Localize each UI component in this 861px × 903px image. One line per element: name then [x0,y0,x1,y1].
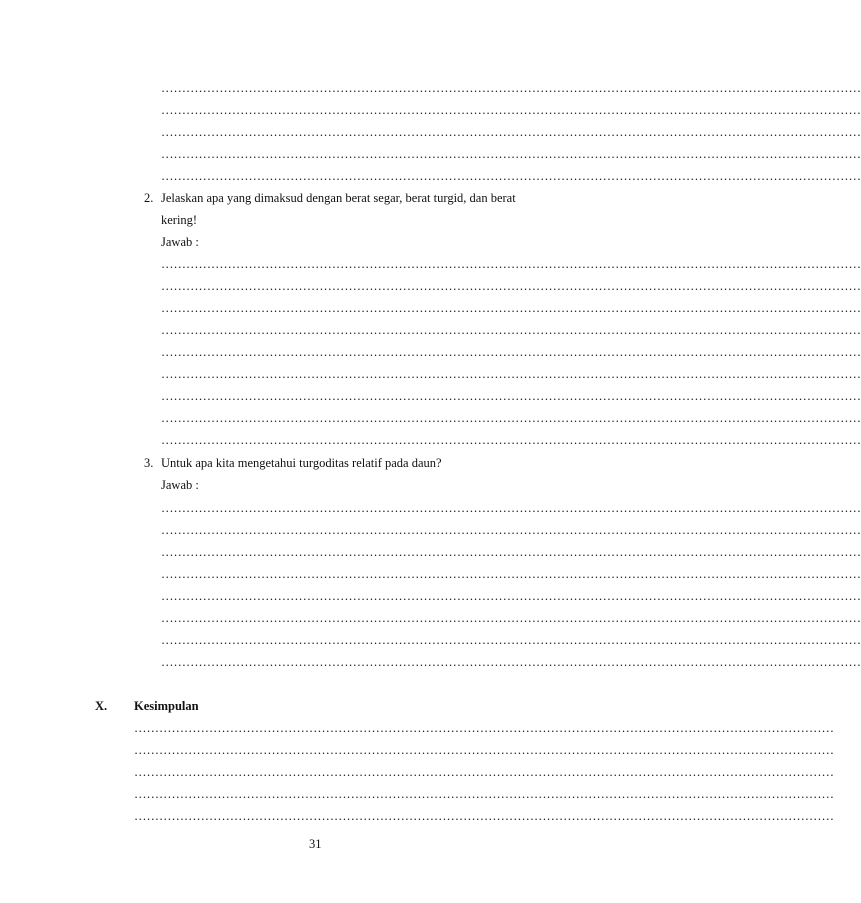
answer-line: …………………………………………………………………………………………………………………………………………………… [161,389,861,403]
section-title: Kesimpulan [134,699,199,713]
answer-line: …………………………………………………………………………………………………………………………………………………… [161,633,861,647]
conclusion-line: …………………………………………………………………………………………………………………………………………………… [134,787,834,801]
answer-line: …………………………………………………………………………………………………………………………………………………… [161,323,861,337]
question-2-number: 2. [144,191,154,205]
answer-line: …………………………………………………………………………………………………………………………………………………… [161,589,861,603]
question-3-answer-label: Jawab : [161,478,199,492]
answer-line: …………………………………………………………………………………………………………………………………………………… [161,301,861,315]
answer-line: …………………………………………………………………………………………………………………………………………………… [161,433,861,447]
section-number: X. [95,699,108,713]
conclusion-line: …………………………………………………………………………………………………………………………………………………… [134,809,834,823]
answer-line: …………………………………………………………………………………………………………………………………………………… [161,367,861,381]
question-2-text-continued: kering! [161,213,198,227]
conclusion-line: …………………………………………………………………………………………………………………………………………………… [134,765,834,779]
answer-line: …………………………………………………………………………………………………………………………………………………… [161,257,861,271]
conclusion-line: …………………………………………………………………………………………………………………………………………………… [134,743,834,757]
answer-line: …………………………………………………………………………………………………………………………………………………… [161,523,861,537]
answer-line: …………………………………………………………………………………………………………………………………………………… [161,279,861,293]
answer-line: …………………………………………………………………………………………………………………………………………………… [161,345,861,359]
answer-line: …………………………………………………………………………………………………………………………………………………… [161,611,861,625]
answer-line: …………………………………………………………………………………………………………………………………………………… [161,103,861,117]
answer-line: …………………………………………………………………………………………………………………………………………………… [161,655,861,669]
question-3-number: 3. [144,456,154,470]
question-2-text: Jelaskan apa yang dimaksud dengan berat segar, berat turgid, dan berat [161,191,516,205]
question-3-text: Untuk apa kita mengetahui turgoditas relatif pada daun? [161,456,442,470]
answer-line: …………………………………………………………………………………………………………………………………………………… [161,501,861,515]
answer-line: …………………………………………………………………………………………………………………………………………………… [161,411,861,425]
answer-line: …………………………………………………………………………………………………………………………………………………… [161,545,861,559]
answer-line: …………………………………………………………………………………………………………………………………………………… [161,567,861,581]
answer-line: …………………………………………………………………………………………………………………………………………………… [161,169,861,183]
answer-line: …………………………………………………………………………………………………………………………………………………… [161,125,861,139]
answer-line: …………………………………………………………………………………………………………………………………………………… [161,147,861,161]
answer-line: …………………………………………………………………………………………………………………………………………………… [161,81,861,95]
conclusion-line: …………………………………………………………………………………………………………………………………………………… [134,721,834,735]
question-2-answer-label: Jawab : [161,235,199,249]
page-number: 31 [309,837,322,851]
